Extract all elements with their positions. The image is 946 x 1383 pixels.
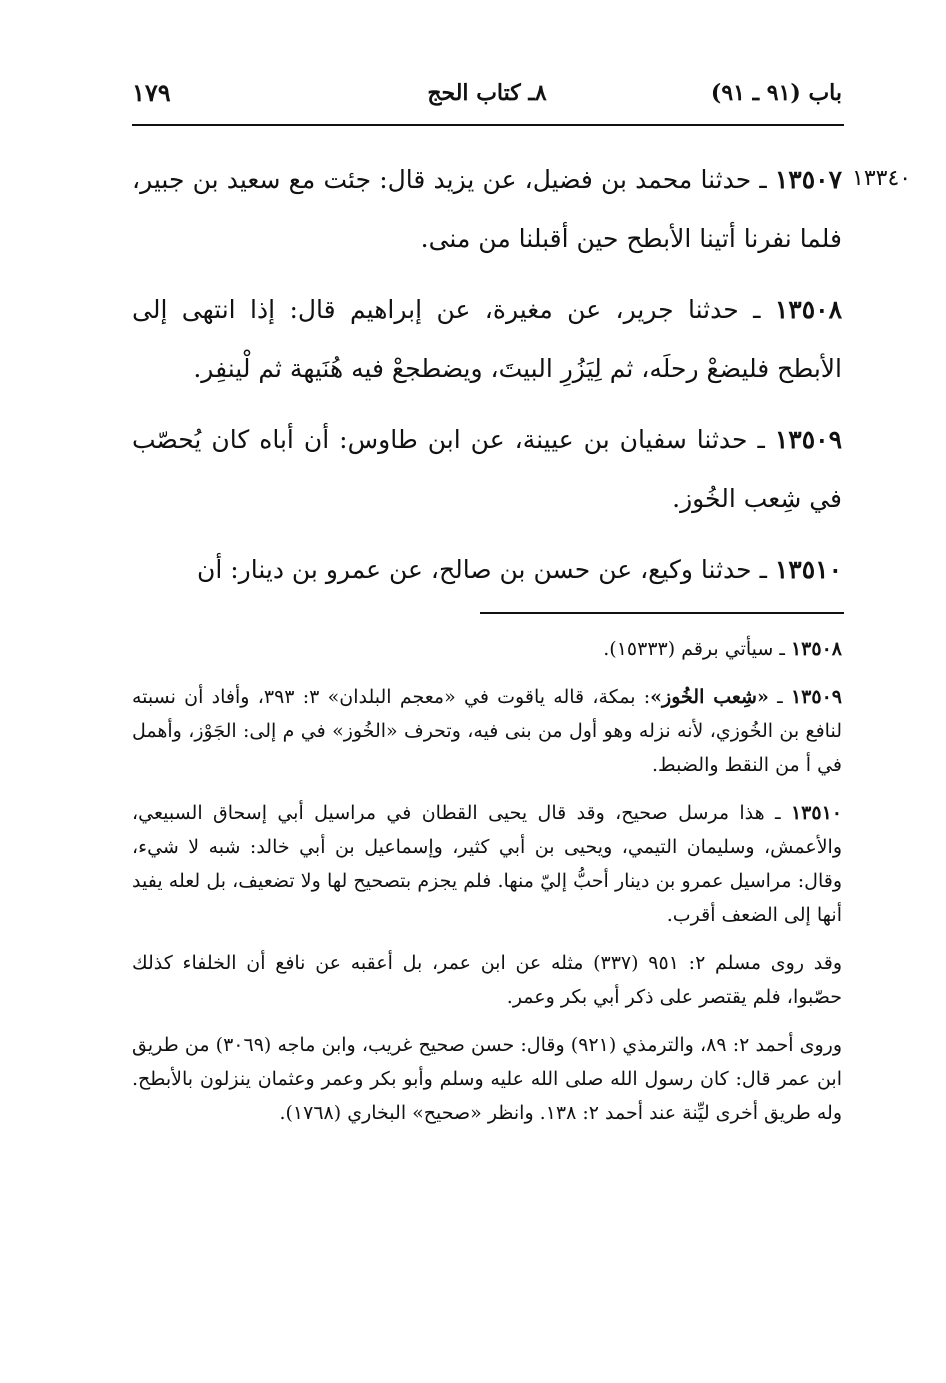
- footnote: [132, 632, 842, 666]
- footnote-separator-dash: ـ: [773, 638, 791, 660]
- footnotes: [132, 632, 842, 1144]
- footnote-text: هذا مرسل صحيح، وقد قال يحيى القطان في مراسيل أبي إسحاق السبيعي، والأعمش، وسليمان التيمي، ويحيى بن أبي كثير، وإسماعيل بن أبي خالد: شبه لا شيء، وقال: مراسيل عمرو بن دينار أحبُّ إليّ منها. فلم يجزم بتصحيح لها ولا تضعيف، بل لعله يفيد أنها إلى الضعف أقرب.: [132, 802, 842, 926]
- footnote: [132, 796, 842, 932]
- footnote: [132, 680, 842, 782]
- footnote-separator-dash: ـ: [764, 802, 791, 824]
- hadith-text: حدثنا وكيع، عن حسن بن صالح، عن عمرو بن دينار: أن: [196, 555, 752, 584]
- hadith-text: حدثنا جرير، عن مغيرة، عن إبراهيم قال: إذا انتهى إلى الأبطح فليضعْ رحلَه، ثم لِيَزُرِ البيتَ، ويضطجعْ فيه هُنَيهة ثم لْينفِر.: [132, 295, 842, 383]
- hadith-paragraph: [132, 410, 842, 528]
- footnote-text: سيأتي برقم (١٥٣٣٣).: [603, 638, 774, 660]
- hadith-number: ١٣٥١٠: [774, 555, 842, 584]
- footnote-continuation: [132, 946, 842, 1014]
- hadith-separator: ـ: [751, 165, 775, 194]
- hadith-separator: ـ: [751, 555, 775, 584]
- chapter-heading: باب (٩١ ـ ٩١): [710, 80, 842, 106]
- header-rule: [132, 124, 844, 126]
- hadith-text: حدثنا سفيان بن عيينة، عن ابن طاوس: أن أباه كان يُحصّب في شِعب الخُوز.: [132, 425, 842, 513]
- hadith-separator: ـ: [747, 425, 775, 454]
- hadith-number: ١٣٥٠٧: [774, 165, 842, 194]
- margin-reference: ١٣٣٤٠: [852, 166, 912, 191]
- hadith-paragraph: [132, 280, 842, 398]
- footnote-number: ١٣٥١٠: [790, 802, 842, 824]
- footnote-separator: [480, 612, 844, 614]
- hadith-paragraph: [132, 150, 842, 268]
- main-text: [132, 150, 842, 611]
- hadith-separator: ـ: [738, 295, 775, 324]
- book-title: ٨ـ كتاب الحج: [427, 80, 547, 106]
- footnote-text: وروى أحمد ٢: ٨٩، والترمذي (٩٢١) وقال: حسن صحيح غريب، وابن ماجه (٣٠٦٩) من طريق ابن عمر قال: كان رسول الله صلى الله عليه وسلم وأبو بكر وعمر وعثمان ينزلون بالأبطح. وله طريق أخرى ليِّنة عند أحمد ٢: ١٣٨. وانظر «صحيح» البخاري (١٧٦٨).: [132, 1034, 843, 1124]
- footnote-text: وقد روى مسلم ٢: ٩٥١ (٣٣٧) مثله عن ابن عمر، بل أعقبه عن نافع أن الخلفاء كذلك حصّبوا، فلم يقتصر على ذكر أبي بكر وعمر.: [132, 952, 842, 1008]
- running-header: [132, 62, 842, 122]
- page-number: ١٧٩: [132, 78, 171, 107]
- footnote-number: ١٣٥٠٩: [790, 686, 842, 708]
- footnote-number: ١٣٥٠٨: [790, 638, 842, 660]
- hadith-number: ١٣٥٠٩: [774, 425, 843, 454]
- footnote-text: : بمكة، قاله ياقوت في «معجم البلدان» ٣: ٣٩٣، وأفاد أن نسبته لنافع بن الخُوزي، لأنه نزله وهو أول من بنى فيه، وتحرف «الخُوز» في م إلى: الجَوْز، وأهمل في أ من النقط والضبط.: [132, 686, 842, 776]
- footnote-separator-dash: ـ: [768, 686, 791, 708]
- footnote-continuation: [132, 1028, 842, 1130]
- hadith-number: ١٣٥٠٨: [774, 295, 842, 324]
- footnote-keyword: «شِعب الخُوز»: [650, 686, 769, 708]
- hadith-paragraph: [132, 540, 842, 599]
- hadith-text: حدثنا محمد بن فضيل، عن يزيد قال: جئت مع سعيد بن جبير، فلما نفرنا أتينا الأبطح حين أقبلنا من منى.: [132, 165, 842, 253]
